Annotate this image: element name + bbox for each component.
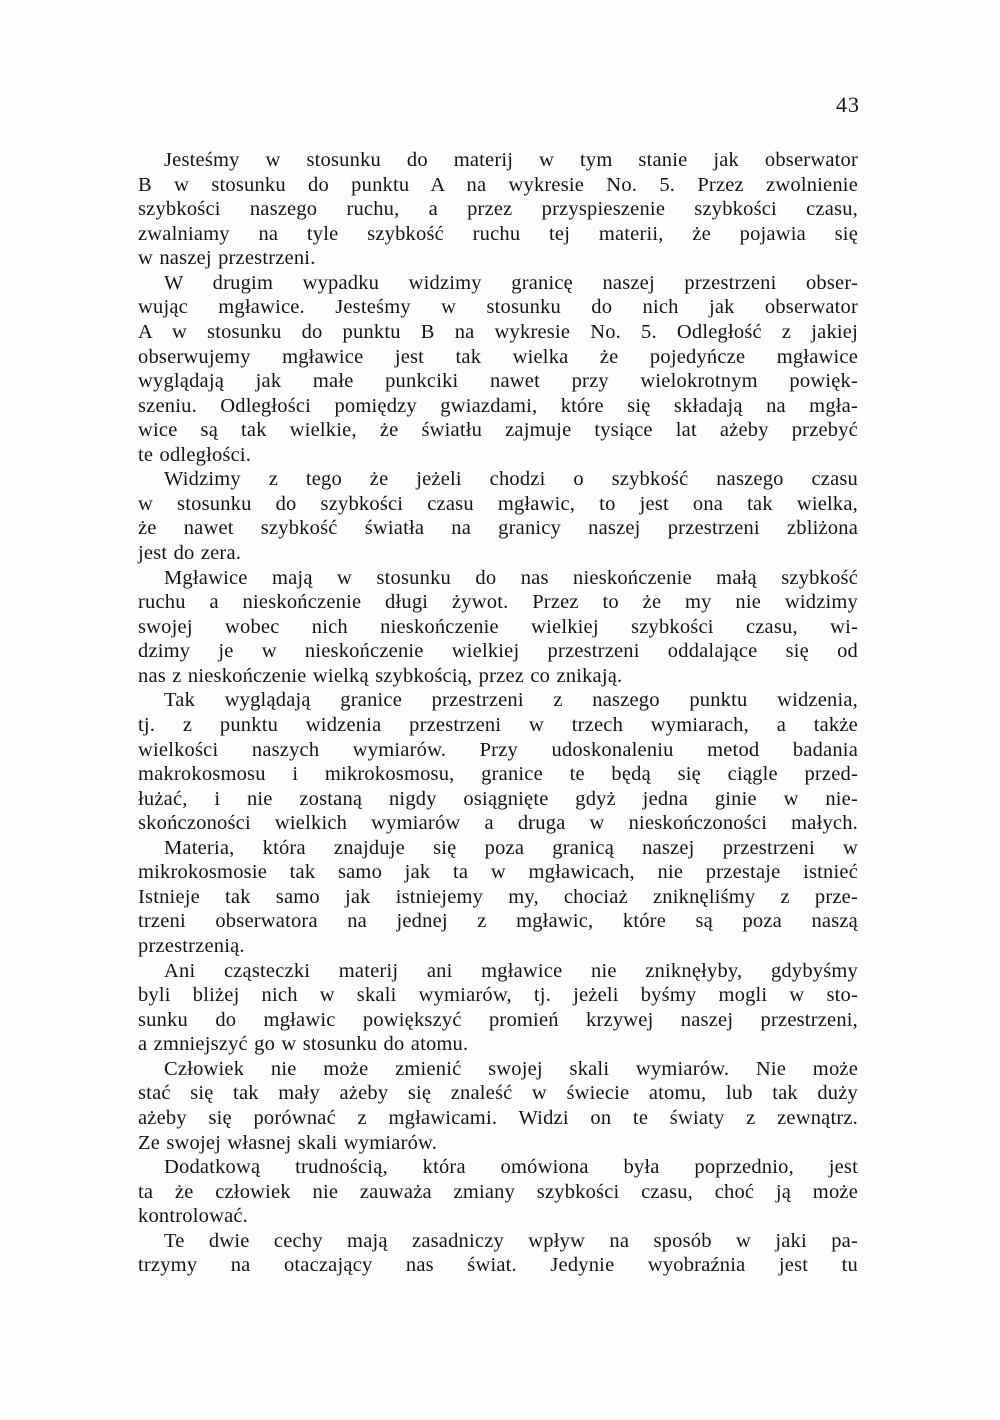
text-line: Widzimy z tego że jeżeli chodzi o szybkość naszego czasu [164, 468, 858, 491]
text-line: A w stosunku do punktu B na wykresie No. 5. Odległość z jakiej [138, 320, 858, 343]
text-line: Istnieje tak samo jak istniejemy my, chociaż zniknęliśmy z prze- [138, 885, 858, 908]
text-line: trzymy na otaczający nas świat. Jedynie wyobraźnia jest tu [138, 1254, 858, 1277]
text-line: nas z nieskończenie wielką szybkością, przez co znikają. [138, 664, 623, 687]
text-line: ażeby się porównać z mgławicami. Widzi on te światy z zewnątrz. [138, 1106, 858, 1129]
text-line: że nawet szybkość światła na granicy naszej przestrzeni zbliżona [138, 517, 858, 540]
text-line: Ani cząsteczki materij ani mgławice nie zniknęłyby, gdybyśmy [164, 959, 858, 982]
text-line: kontrolować. [138, 1205, 248, 1228]
text-line: wielkości naszych wymiarów. Przy udoskonaleniu metod badania [138, 738, 858, 761]
text-line: zwalniamy na tyle szybkość ruchu tej materii, że pojawia się [138, 222, 858, 245]
text-line: mikrokosmosie tak samo jak ta w mgławicach, nie przestaje istnieć [138, 861, 858, 884]
text-line: W drugim wypadku widzimy granicę naszej przestrzeni obser- [164, 271, 858, 294]
text-line: jest do zera. [138, 542, 242, 564]
text-line: a zmniejszyć go w stosunku do atomu. [138, 1033, 469, 1056]
text-line: swojej wobec nich nieskończenie wielkiej szybkości czasu, wi- [138, 615, 858, 638]
text-line: w stosunku do szybkości czasu mgławic, to jest ona tak wielka, [138, 492, 858, 515]
text-line: dzimy je w nieskończenie wielkiej przestrzeni oddalające się od [138, 640, 858, 663]
page-number: 43 [836, 92, 860, 117]
text-line: trzeni obserwatora na jednej z mgławic, które są poza naszą [138, 910, 858, 933]
text-line: ruchu a nieskończenie długi żywot. Przez to że my nie widzimy [138, 591, 858, 614]
text-line: Te dwie cechy mają zasadniczy wpływ na sposób w jaki pa- [164, 1229, 858, 1252]
text-line: B w stosunku do punktu A na wykresie No. 5. Przez zwolnienie [138, 173, 858, 196]
text-line: przestrzenią. [138, 935, 245, 957]
text-line: wyglądają jak małe punkciki nawet przy wielokrotnym powięk- [138, 370, 858, 393]
text-line: łużać, i nie zostaną nigdy osiągnięte gdyż jedna ginie w nie- [138, 787, 858, 810]
text-line: Człowiek nie może zmienić swojej skali wymiarów. Nie może [164, 1057, 858, 1080]
text-line: Tak wyglądają granice przestrzeni z naszego punktu widzenia, [164, 689, 858, 712]
text-line: obserwujemy mgławice jest tak wielka że pojedyńcze mgławice [138, 345, 858, 368]
text-line: ta że człowiek nie zauważa zmiany szybkości czasu, choć ją może [138, 1180, 858, 1203]
text-line: w naszej przestrzeni. [138, 247, 316, 270]
text-line: Dodatkową trudnością, która omówiona była poprzednio, jest [164, 1156, 858, 1179]
text-line: makrokosmosu i mikrokosmosu, granice te będą się ciągle przed- [138, 763, 858, 786]
text-line: sunku do mgławic powiększyć promień krzywej naszej przestrzeni, [138, 1008, 858, 1031]
text-line: te odległości. [138, 443, 252, 466]
text-line: byli bliżej nich w skali wymiarów, tj. jeżeli byśmy mogli w sto- [138, 984, 858, 1007]
text-line: tj. z punktu widzenia przestrzeni w trzech wymiarach, a także [138, 713, 858, 736]
text-line: wice są tak wielkie, że światłu zajmuje tysiące lat ażeby przebyć [138, 419, 858, 442]
text-line: skończoności wielkich wymiarów a druga w nieskończoności małych. [138, 812, 858, 835]
text-line: Mgławice mają w stosunku do nas nieskończenie małą szybkość [164, 566, 858, 589]
page-body [138, 148, 858, 1278]
text-line: stać się tak mały ażeby się znaleść w świecie atomu, lub tak duży [138, 1082, 858, 1105]
text-line: Ze swojej własnej skali wymiarów. [138, 1131, 438, 1154]
text-line: szybkości naszego ruchu, a przez przyspieszenie szybkości czasu, [138, 198, 858, 221]
text-line: wując mgławice. Jesteśmy w stosunku do nich jak obserwator [138, 296, 858, 319]
text-line: Materia, która znajduje się poza granicą naszej przestrzeni w [164, 836, 858, 859]
text-line: szeniu. Odległości pomiędzy gwiazdami, które się składają na mgła- [138, 394, 858, 417]
text-line: Jesteśmy w stosunku do materij w tym stanie jak obserwator [164, 149, 858, 171]
